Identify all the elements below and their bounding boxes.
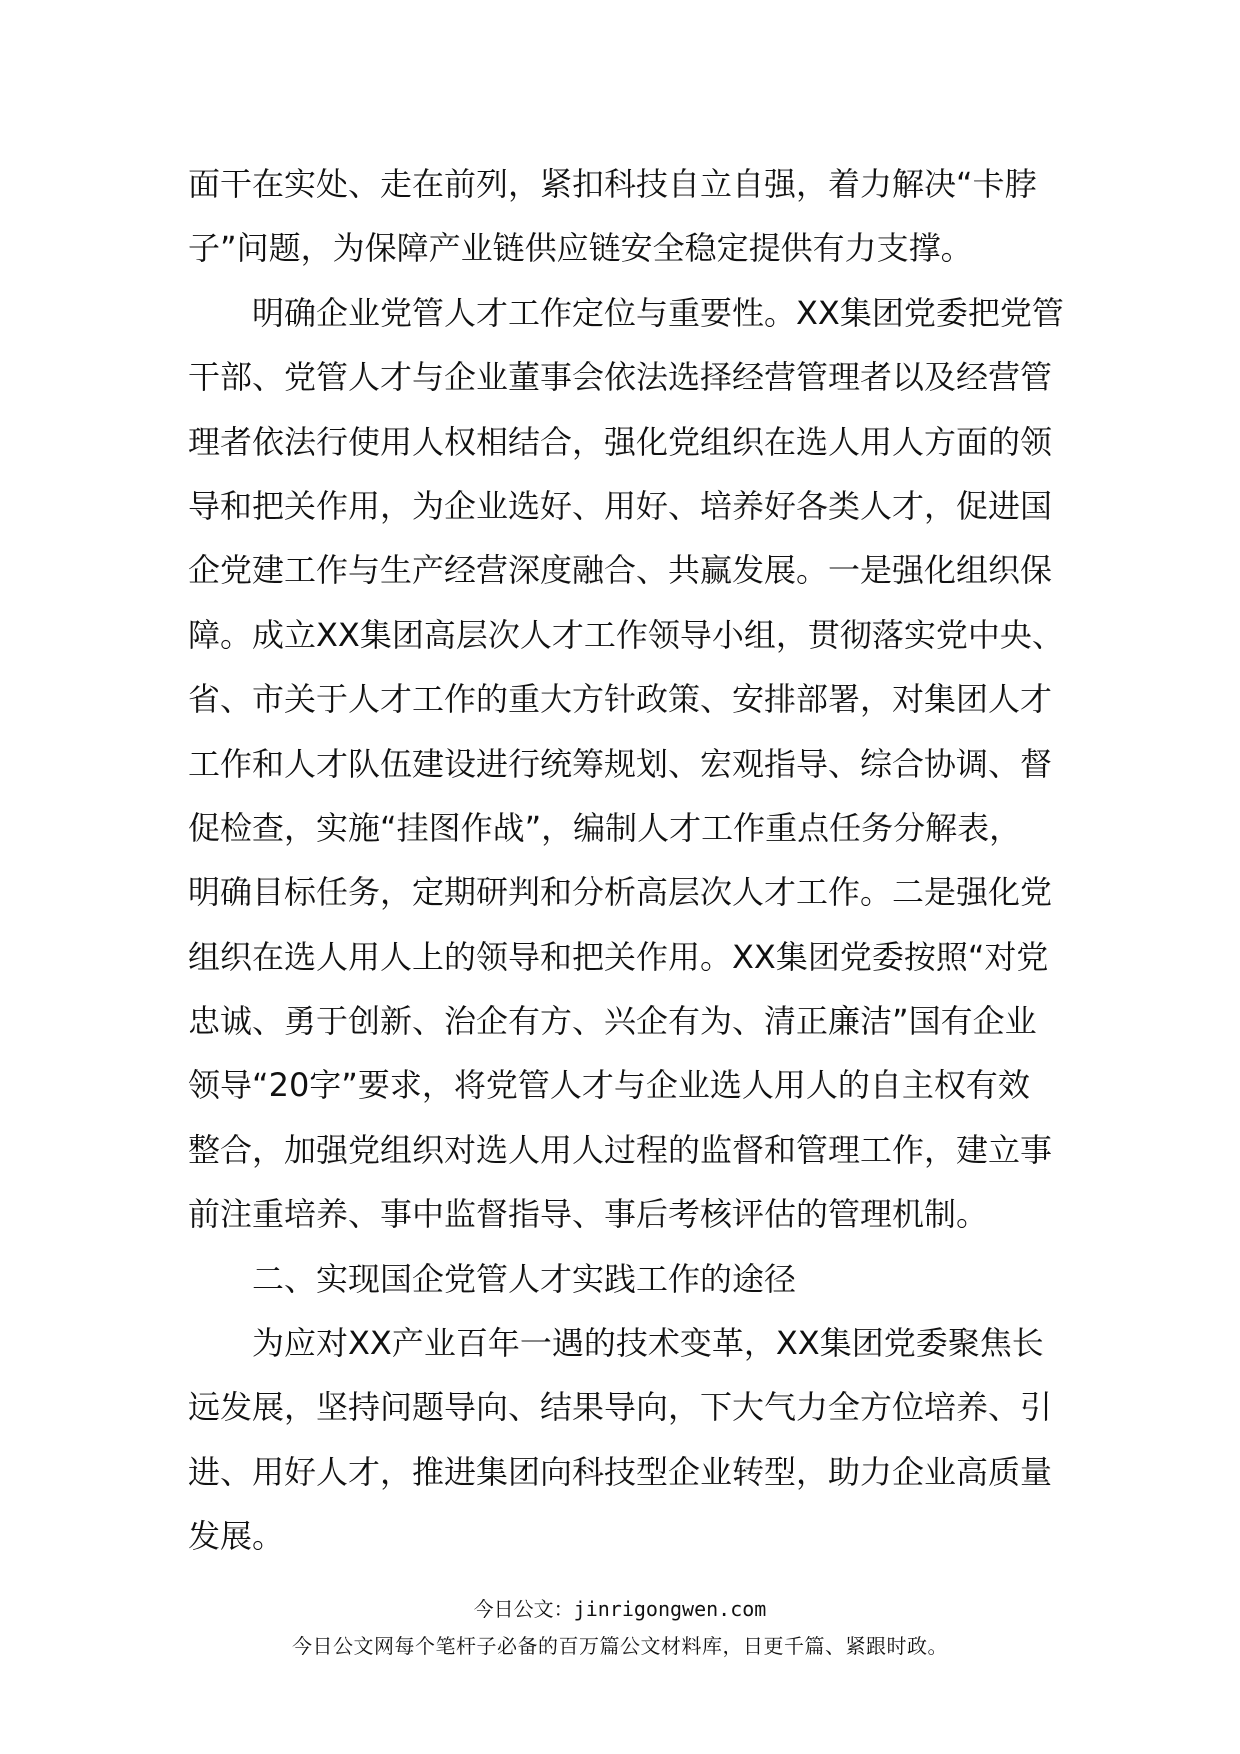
section-heading: 二、实现国企党管人才实践工作的途径 [252,1259,797,1298]
document-body [188,152,1064,1569]
text-line: 远发展，坚持问题导向、结果导向，下大气力全方位培养、引 [188,1388,1053,1427]
text-line: 前注重培养、事中监督指导、事后考核评估的管理机制。 [188,1195,989,1234]
footer-site-link[interactable]: 今日公文：jinrigongwen.com [473,1597,767,1621]
text-line: 面干在实处、走在前列，紧扣科技自立自强，着力解决“卡脖 [188,165,1037,203]
text-line: 导和把关作用，为企业选好、用好、培养好各类人才，促进国 [188,486,1053,525]
footer-slogan: 今日公文网每个笔杆子必备的百万篇公文材料库，日更千篇、紧跟时政。 [292,1634,948,1658]
text-line: 促检查，实施“挂图作战”，编制人才工作重点任务分解表， [188,808,1022,847]
text-line: 明确目标任务，定期研判和分析高层次人才工作。二是强化党 [188,873,1053,912]
text-line: 明确企业党管人才工作定位与重要性。XX集团党委把党管 [252,293,1064,332]
text-line: 企党建工作与生产经营深度融合、共赢发展。一是强化组织保 [188,551,1053,590]
text-line: 组织在选人用人上的领导和把关作用。XX集团党委按照“对党 [188,937,1049,976]
text-line: 整合，加强党组织对选人用人过程的监督和管理工作，建立事 [188,1130,1053,1169]
text-line: 工作和人才队伍建设进行统筹规划、宏观指导、综合协调、督 [188,744,1053,783]
text-line: 理者依法行使用人权相结合，强化党组织在选人用人方面的领 [188,422,1053,461]
text-line: 发展。 [188,1517,285,1556]
text-line: 子”问题，为保障产业链供应链安全稳定提供有力支撑。 [188,229,973,268]
text-line: 领导“20字”要求，将党管人才与企业选人用人的自主权有效 [188,1066,1030,1105]
text-line: 省、市关于人才工作的重大方针政策、安排部署，对集团人才 [188,680,1053,719]
text-line: 进、用好人才，推进集团向科技型企业转型，助力企业高质量 [188,1452,1053,1491]
text-line: 忠诚、勇于创新、治企有方、兴企有为、清正廉洁”国有企业 [188,1002,1037,1041]
text-line: 干部、党管人才与企业董事会依法选择经营管理者以及经营管 [188,358,1053,397]
text-line: 为应对XX产业百年一遇的技术变革，XX集团党委聚焦长 [252,1324,1044,1363]
text-line: 障。成立XX集团高层次人才工作领导小组，贯彻落实党中央、 [188,615,1064,654]
